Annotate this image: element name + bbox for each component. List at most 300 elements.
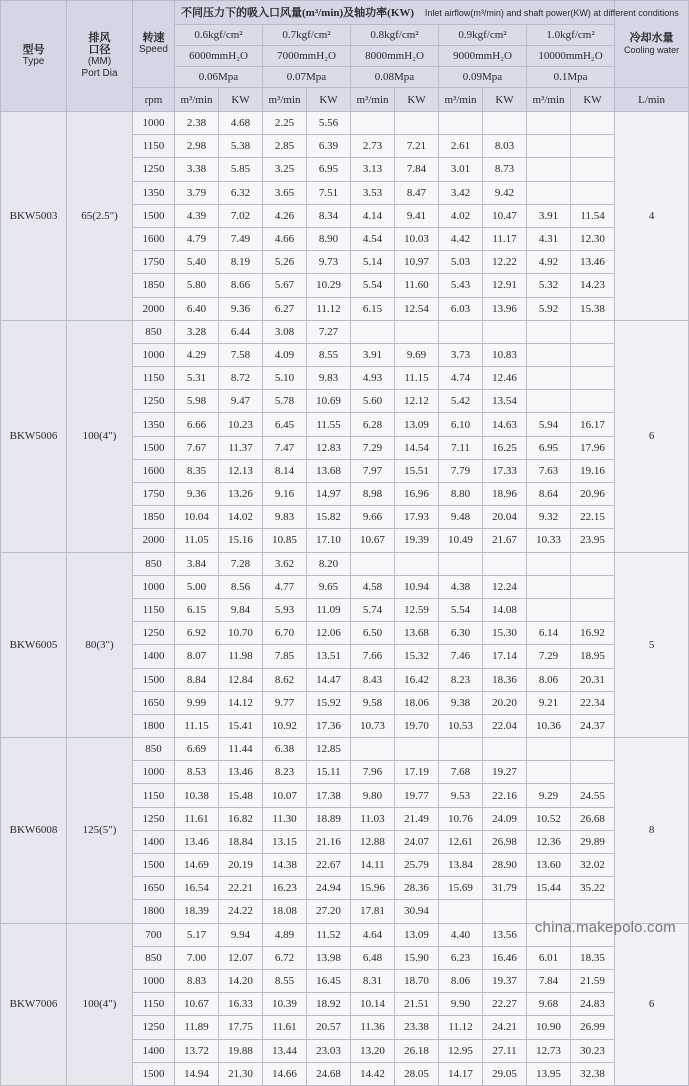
power-cell: 12.85	[307, 738, 351, 761]
port-header-cn: 排风 口径	[88, 32, 111, 56]
model-type: BKW6008	[1, 738, 67, 924]
airflow-cell: 3.65	[263, 181, 307, 204]
power-cell: 15.48	[219, 784, 263, 807]
power-cell: 11.98	[219, 645, 263, 668]
airflow-cell	[527, 158, 571, 181]
power-cell: 15.16	[219, 529, 263, 552]
power-unit-4: KW	[571, 88, 615, 112]
power-cell: 24.37	[571, 714, 615, 737]
speed-cell: 1000	[133, 343, 175, 366]
airflow-cell: 4.39	[175, 204, 219, 227]
power-cell: 15.82	[307, 506, 351, 529]
airflow-cell: 5.31	[175, 367, 219, 390]
power-cell: 12.12	[395, 390, 439, 413]
power-cell: 31.79	[483, 877, 527, 900]
flow-unit-3: m³/min	[439, 88, 483, 112]
airflow-cell: 6.27	[263, 297, 307, 320]
power-cell	[395, 552, 439, 575]
power-cell: 19.16	[571, 459, 615, 482]
power-cell: 7.28	[219, 552, 263, 575]
power-cell: 15.38	[571, 297, 615, 320]
power-cell: 15.90	[395, 946, 439, 969]
power-cell	[395, 320, 439, 343]
airflow-cell: 3.91	[527, 204, 571, 227]
power-cell: 7.21	[395, 135, 439, 158]
power-cell: 7.51	[307, 181, 351, 204]
airflow-cell: 8.55	[263, 969, 307, 992]
speed-cell: 1600	[133, 227, 175, 250]
speed-header-cn: 转速	[142, 32, 165, 44]
model-port: 100(4")	[67, 923, 133, 1085]
power-cell: 29.89	[571, 830, 615, 853]
power-cell: 15.32	[395, 645, 439, 668]
airflow-cell: 3.73	[439, 343, 483, 366]
airflow-cell	[527, 112, 571, 135]
power-cell: 5.56	[307, 112, 351, 135]
port-header	[67, 1, 133, 112]
airflow-cell: 7.47	[263, 436, 307, 459]
power-cell: 21.49	[395, 807, 439, 830]
airflow-cell: 9.48	[439, 506, 483, 529]
airflow-cell	[527, 320, 571, 343]
power-cell: 7.27	[307, 320, 351, 343]
power-cell: 17.96	[571, 436, 615, 459]
model-type: BKW6005	[1, 552, 67, 738]
speed-cell: 1650	[133, 877, 175, 900]
airflow-cell: 8.53	[175, 761, 219, 784]
speed-cell: 1800	[133, 714, 175, 737]
airflow-cell: 7.11	[439, 436, 483, 459]
power-cell: 5.38	[219, 135, 263, 158]
airflow-cell: 7.29	[351, 436, 395, 459]
airflow-cell: 4.58	[351, 575, 395, 598]
power-cell: 13.51	[307, 645, 351, 668]
airflow-cell	[527, 761, 571, 784]
model-port: 125(5")	[67, 738, 133, 924]
airflow-cell: 2.38	[175, 112, 219, 135]
power-cell: 21.51	[395, 993, 439, 1016]
power-cell: 21.59	[571, 969, 615, 992]
airflow-cell: 13.95	[527, 1062, 571, 1085]
power-cell: 11.17	[483, 227, 527, 250]
airflow-cell: 10.92	[263, 714, 307, 737]
airflow-cell: 5.98	[175, 390, 219, 413]
power-cell: 18.06	[395, 691, 439, 714]
type-header	[1, 1, 67, 112]
airflow-cell: 6.45	[263, 413, 307, 436]
power-cell: 24.07	[395, 830, 439, 853]
airflow-cell: 9.90	[439, 993, 483, 1016]
speed-cell: 1150	[133, 993, 175, 1016]
power-cell: 19.77	[395, 784, 439, 807]
airflow-cell: 5.80	[175, 274, 219, 297]
power-cell: 24.22	[219, 900, 263, 923]
power-cell	[483, 112, 527, 135]
speed-cell: 1250	[133, 622, 175, 645]
power-cell: 28.36	[395, 877, 439, 900]
port-header-mm: (MM)	[87, 56, 112, 67]
airflow-cell: 14.38	[263, 854, 307, 877]
table-row	[1, 738, 689, 761]
airflow-cell: 3.25	[263, 158, 307, 181]
airflow-cell: 12.95	[439, 1039, 483, 1062]
power-cell: 13.68	[395, 622, 439, 645]
airflow-cell: 3.62	[263, 552, 307, 575]
power-cell: 24.21	[483, 1016, 527, 1039]
power-cell: 14.23	[571, 274, 615, 297]
airflow-cell: 10.85	[263, 529, 307, 552]
airflow-cell: 2.73	[351, 135, 395, 158]
power-cell: 9.47	[219, 390, 263, 413]
airflow-cell: 10.33	[527, 529, 571, 552]
airflow-cell: 13.44	[263, 1039, 307, 1062]
airflow-cell: 4.64	[351, 923, 395, 946]
power-cell	[571, 343, 615, 366]
speed-cell: 1600	[133, 459, 175, 482]
airflow-cell: 4.79	[175, 227, 219, 250]
power-cell: 11.09	[307, 598, 351, 621]
power-cell: 15.30	[483, 622, 527, 645]
power-cell: 9.73	[307, 251, 351, 274]
condition-kgf-3: 0.9kgf/cm²	[439, 25, 527, 46]
power-cell	[571, 135, 615, 158]
speed-cell: 1150	[133, 784, 175, 807]
airflow-cell: 8.83	[175, 969, 219, 992]
power-cell: 14.08	[483, 598, 527, 621]
power-cell	[571, 158, 615, 181]
airflow-cell: 7.67	[175, 436, 219, 459]
airflow-cell: 8.84	[175, 668, 219, 691]
power-cell: 8.66	[219, 274, 263, 297]
model-type: BKW7006	[1, 923, 67, 1085]
power-cell: 27.11	[483, 1039, 527, 1062]
speed-cell: 1400	[133, 830, 175, 853]
speed-cell: 1650	[133, 691, 175, 714]
airflow-cell: 11.15	[175, 714, 219, 737]
power-cell: 12.22	[483, 251, 527, 274]
speed-cell: 1150	[133, 598, 175, 621]
airflow-cell: 13.20	[351, 1039, 395, 1062]
power-cell: 10.23	[219, 413, 263, 436]
power-cell: 17.14	[483, 645, 527, 668]
speed-cell: 1750	[133, 251, 175, 274]
airflow-cell: 4.09	[263, 343, 307, 366]
power-cell: 21.67	[483, 529, 527, 552]
airflow-cell: 6.72	[263, 946, 307, 969]
power-cell: 11.44	[219, 738, 263, 761]
airflow-cell: 9.29	[527, 784, 571, 807]
airflow-cell: 4.89	[263, 923, 307, 946]
airflow-cell: 10.07	[263, 784, 307, 807]
power-cell: 20.57	[307, 1016, 351, 1039]
power-cell: 12.91	[483, 274, 527, 297]
power-cell: 12.30	[571, 227, 615, 250]
airflow-cell: 7.96	[351, 761, 395, 784]
power-cell: 24.68	[307, 1062, 351, 1085]
airflow-cell	[439, 112, 483, 135]
power-cell: 32.38	[571, 1062, 615, 1085]
cooling-header-en: Cooling water	[624, 45, 680, 55]
airflow-cell	[527, 552, 571, 575]
cooling-water: 5	[615, 552, 689, 738]
power-cell: 24.83	[571, 993, 615, 1016]
airflow-cell: 6.30	[439, 622, 483, 645]
power-cell: 18.96	[483, 483, 527, 506]
airflow-cell: 9.58	[351, 691, 395, 714]
airflow-cell: 5.14	[351, 251, 395, 274]
power-cell: 17.10	[307, 529, 351, 552]
airflow-cell: 9.68	[527, 993, 571, 1016]
power-cell: 11.15	[395, 367, 439, 390]
power-cell: 13.09	[395, 923, 439, 946]
power-cell: 8.47	[395, 181, 439, 204]
power-cell: 19.70	[395, 714, 439, 737]
power-cell: 22.15	[571, 506, 615, 529]
power-cell	[571, 552, 615, 575]
power-cell: 6.39	[307, 135, 351, 158]
power-cell	[483, 738, 527, 761]
power-cell: 14.02	[219, 506, 263, 529]
speed-cell: 2000	[133, 529, 175, 552]
airflow-cell: 5.92	[527, 297, 571, 320]
power-cell	[395, 738, 439, 761]
power-cell: 13.09	[395, 413, 439, 436]
airflow-cell: 4.54	[351, 227, 395, 250]
airflow-cell: 15.44	[527, 877, 571, 900]
power-cell: 16.25	[483, 436, 527, 459]
airflow-cell: 5.40	[175, 251, 219, 274]
airflow-cell	[351, 320, 395, 343]
speed-cell: 700	[133, 923, 175, 946]
power-cell: 16.17	[571, 413, 615, 436]
airflow-cell: 11.05	[175, 529, 219, 552]
power-cell: 7.58	[219, 343, 263, 366]
airflow-cell: 11.61	[175, 807, 219, 830]
model-port: 80(3")	[67, 552, 133, 738]
power-cell	[571, 738, 615, 761]
power-cell	[571, 390, 615, 413]
power-cell: 9.69	[395, 343, 439, 366]
power-cell: 14.20	[219, 969, 263, 992]
power-cell	[571, 761, 615, 784]
power-cell: 11.54	[571, 204, 615, 227]
power-cell: 28.05	[395, 1062, 439, 1085]
airflow-cell: 4.66	[263, 227, 307, 250]
power-cell: 22.67	[307, 854, 351, 877]
speed-cell: 1150	[133, 367, 175, 390]
power-cell: 10.69	[307, 390, 351, 413]
speed-cell: 1800	[133, 900, 175, 923]
cooling-water: 8	[615, 738, 689, 924]
power-cell: 9.42	[483, 181, 527, 204]
airflow-cell	[527, 367, 571, 390]
airflow-cell: 6.14	[527, 622, 571, 645]
airflow-cell: 12.61	[439, 830, 483, 853]
power-cell: 20.19	[219, 854, 263, 877]
speed-cell: 1250	[133, 158, 175, 181]
airflow-cell: 10.76	[439, 807, 483, 830]
airflow-cell: 3.08	[263, 320, 307, 343]
airflow-cell: 4.29	[175, 343, 219, 366]
power-cell: 15.51	[395, 459, 439, 482]
power-cell: 19.27	[483, 761, 527, 784]
flow-unit-1: m³/min	[263, 88, 307, 112]
power-cell: 18.84	[219, 830, 263, 853]
speed-cell: 1500	[133, 668, 175, 691]
airflow-cell	[527, 575, 571, 598]
power-cell: 12.06	[307, 622, 351, 645]
airflow-cell	[527, 181, 571, 204]
power-cell: 10.70	[219, 622, 263, 645]
power-cell: 26.68	[571, 807, 615, 830]
airflow-cell: 7.84	[527, 969, 571, 992]
airflow-cell: 3.38	[175, 158, 219, 181]
condition-mpa-2: 0.08Mpa	[351, 67, 439, 88]
airflow-cell: 6.92	[175, 622, 219, 645]
speed-cell: 1250	[133, 1016, 175, 1039]
airflow-cell: 10.36	[527, 714, 571, 737]
speed-cell: 1250	[133, 807, 175, 830]
airflow-cell	[527, 343, 571, 366]
power-cell: 22.34	[571, 691, 615, 714]
airflow-cell: 9.83	[263, 506, 307, 529]
power-cell	[571, 367, 615, 390]
power-cell: 13.96	[483, 297, 527, 320]
airflow-cell: 8.23	[439, 668, 483, 691]
airflow-cell: 4.42	[439, 227, 483, 250]
speed-cell: 1850	[133, 274, 175, 297]
power-cell: 9.84	[219, 598, 263, 621]
power-cell: 17.33	[483, 459, 527, 482]
power-cell: 6.32	[219, 181, 263, 204]
airflow-cell: 14.66	[263, 1062, 307, 1085]
power-cell: 7.02	[219, 204, 263, 227]
airflow-cell: 5.67	[263, 274, 307, 297]
power-cell: 18.92	[307, 993, 351, 1016]
power-cell: 14.47	[307, 668, 351, 691]
airflow-cell: 16.23	[263, 877, 307, 900]
power-cell: 18.35	[571, 946, 615, 969]
power-cell: 4.68	[219, 112, 263, 135]
airflow-cell: 7.29	[527, 645, 571, 668]
type-header-cn: 型号	[22, 44, 45, 56]
power-cell: 12.83	[307, 436, 351, 459]
watermark-site-text: china.makepolo.com	[534, 919, 676, 936]
airflow-cell: 2.61	[439, 135, 483, 158]
condition-title-cn: 不同压力下的吸入口风量(m³/min)及轴功率(KW)	[181, 6, 415, 19]
power-cell: 12.59	[395, 598, 439, 621]
condition-mpa-0: 0.06Mpa	[175, 67, 263, 88]
power-cell	[483, 900, 527, 923]
power-cell: 29.05	[483, 1062, 527, 1085]
power-cell: 10.83	[483, 343, 527, 366]
airflow-cell	[527, 390, 571, 413]
airflow-cell: 16.54	[175, 877, 219, 900]
speed-cell: 1150	[133, 135, 175, 158]
airflow-cell: 4.77	[263, 575, 307, 598]
airflow-cell: 5.42	[439, 390, 483, 413]
port-header-en: Port Dia	[81, 68, 118, 79]
power-cell: 16.82	[219, 807, 263, 830]
condition-kgf-4: 1.0kgf/cm²	[527, 25, 615, 46]
power-cell: 13.98	[307, 946, 351, 969]
power-cell: 17.75	[219, 1016, 263, 1039]
power-cell: 5.85	[219, 158, 263, 181]
airflow-cell: 8.43	[351, 668, 395, 691]
airflow-cell: 7.79	[439, 459, 483, 482]
speed-cell: 850	[133, 552, 175, 575]
airflow-cell: 6.01	[527, 946, 571, 969]
power-cell: 11.12	[307, 297, 351, 320]
airflow-cell: 12.88	[351, 830, 395, 853]
airflow-cell: 14.17	[439, 1062, 483, 1085]
flow-unit-2: m³/min	[351, 88, 395, 112]
power-cell: 11.60	[395, 274, 439, 297]
power-cell: 15.11	[307, 761, 351, 784]
model-port: 100(4")	[67, 320, 133, 552]
airflow-cell: 13.72	[175, 1039, 219, 1062]
power-unit-1: KW	[307, 88, 351, 112]
airflow-cell: 14.42	[351, 1062, 395, 1085]
airflow-cell: 2.98	[175, 135, 219, 158]
power-cell: 16.33	[219, 993, 263, 1016]
power-unit-2: KW	[395, 88, 439, 112]
condition-mm-2: 8000mmH₂O	[351, 46, 439, 67]
airflow-cell: 4.93	[351, 367, 395, 390]
table-row	[1, 552, 689, 575]
power-cell: 16.92	[571, 622, 615, 645]
airflow-cell	[351, 112, 395, 135]
power-cell: 17.19	[395, 761, 439, 784]
power-cell: 24.55	[571, 784, 615, 807]
airflow-cell: 11.12	[439, 1016, 483, 1039]
power-cell: 6.44	[219, 320, 263, 343]
airflow-cell: 5.78	[263, 390, 307, 413]
water-unit: L/min	[615, 88, 689, 112]
airflow-cell: 10.53	[439, 714, 483, 737]
power-cell: 22.21	[219, 877, 263, 900]
power-cell: 18.36	[483, 668, 527, 691]
power-cell: 32.02	[571, 854, 615, 877]
power-cell: 13.56	[483, 923, 527, 946]
power-cell: 20.31	[571, 668, 615, 691]
airflow-cell: 15.96	[351, 877, 395, 900]
airflow-cell: 10.38	[175, 784, 219, 807]
airflow-cell: 4.02	[439, 204, 483, 227]
airflow-cell: 3.01	[439, 158, 483, 181]
power-cell: 17.36	[307, 714, 351, 737]
cooling-water: 6	[615, 923, 689, 1085]
speed-cell: 1000	[133, 761, 175, 784]
rpm-unit: rpm	[133, 88, 175, 112]
airflow-cell: 7.97	[351, 459, 395, 482]
power-cell: 23.95	[571, 529, 615, 552]
power-cell: 15.41	[219, 714, 263, 737]
airflow-cell: 3.84	[175, 552, 219, 575]
airflow-cell: 15.69	[439, 877, 483, 900]
condition-mm-0: 6000mmH₂O	[175, 46, 263, 67]
airflow-cell: 5.17	[175, 923, 219, 946]
flow-unit-0: m³/min	[175, 88, 219, 112]
speed-cell: 1350	[133, 181, 175, 204]
airflow-cell: 7.85	[263, 645, 307, 668]
power-cell: 20.04	[483, 506, 527, 529]
airflow-cell	[439, 900, 483, 923]
airflow-cell: 3.53	[351, 181, 395, 204]
power-cell	[571, 575, 615, 598]
speed-cell: 1350	[133, 413, 175, 436]
airflow-cell: 10.49	[439, 529, 483, 552]
